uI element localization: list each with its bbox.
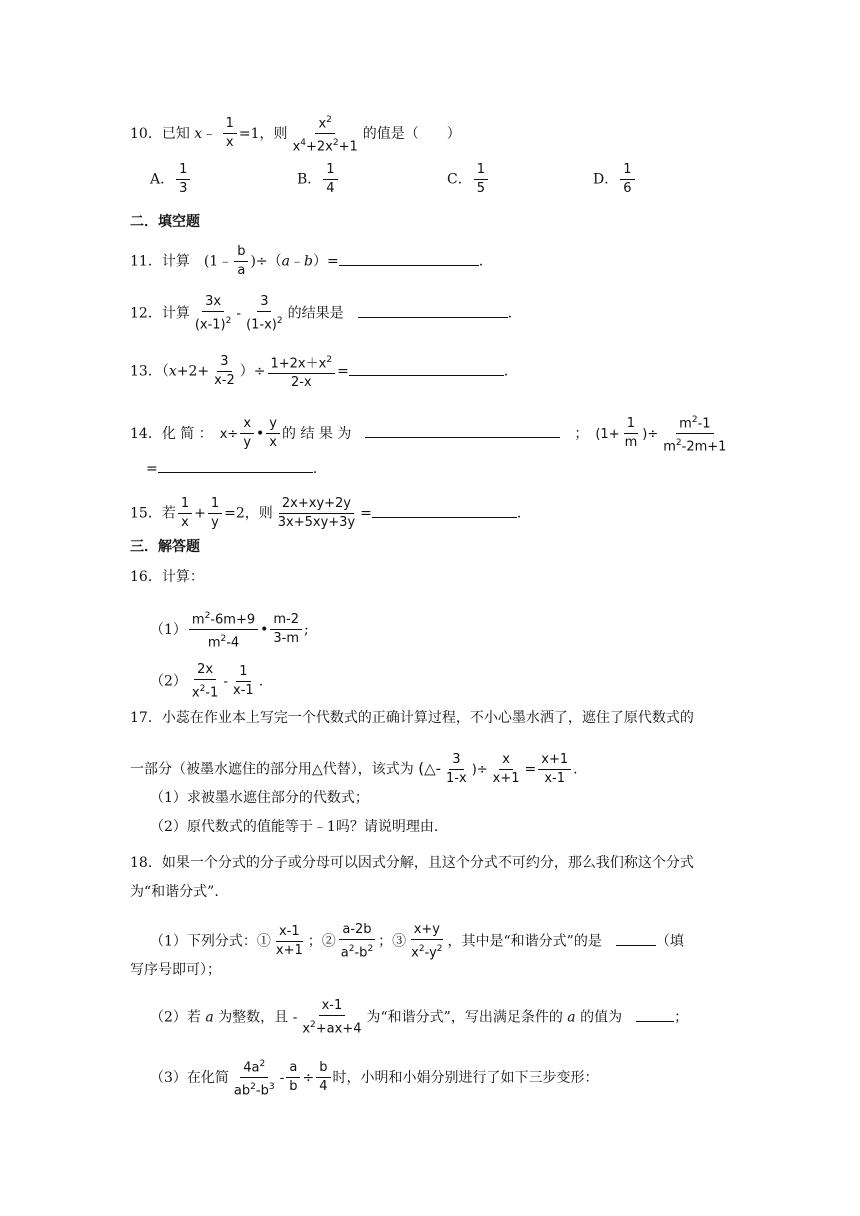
- term: x: [302, 1021, 311, 1037]
- denominator: [231, 1078, 278, 1099]
- text: =1，则: [238, 125, 288, 142]
- denominator: [205, 630, 242, 651]
- fraction: [622, 416, 641, 451]
- numerator: [268, 352, 336, 374]
- answer-blank: [358, 303, 508, 318]
- term: -1: [205, 685, 219, 701]
- math-var: a: [281, 253, 291, 270]
- fraction: [230, 664, 257, 699]
- denominator: x: [269, 435, 277, 451]
- question-14-cont: [146, 458, 317, 479]
- question-18-line-2: 为“和谐分式”.: [130, 884, 219, 900]
- question-number: 17．: [130, 710, 162, 726]
- term: m: [207, 635, 221, 651]
- term: x: [191, 685, 200, 701]
- fraction: [189, 608, 258, 652]
- operator: •: [260, 621, 269, 638]
- term: +1: [338, 139, 358, 155]
- numerator: x-1: [276, 924, 303, 942]
- text: ）÷: [239, 363, 266, 380]
- fraction: [176, 162, 190, 197]
- math-var: a: [567, 1009, 576, 1026]
- exponent: 2: [326, 355, 333, 365]
- option-label: A．: [150, 171, 175, 188]
- exponent: 2: [204, 611, 211, 621]
- question-15: [130, 496, 521, 531]
- denominator: 3-m: [273, 631, 300, 647]
- term: -4: [226, 635, 240, 651]
- numerator: 3: [257, 294, 271, 312]
- numerator: 3x: [202, 294, 224, 312]
- text: ；: [574, 425, 582, 442]
- term: x: [325, 139, 333, 155]
- answer-blank: [158, 458, 313, 473]
- text: =: [337, 363, 349, 380]
- numerator: [315, 112, 334, 134]
- section-heading-solve: 三．解答题: [130, 539, 200, 555]
- fraction: [323, 162, 337, 197]
- operator: -: [236, 306, 242, 322]
- option-b: [297, 162, 340, 197]
- text: ，其中是“和谐分式”的是: [447, 933, 602, 950]
- numerator: y: [266, 416, 280, 434]
- fraction: [234, 244, 248, 279]
- denominator: [290, 134, 361, 155]
- text: ）=: [313, 253, 339, 270]
- denominator: x-1: [233, 683, 254, 699]
- math-var: x: [194, 125, 203, 142]
- question-number: 18．: [130, 855, 162, 871]
- option-label: D．: [593, 171, 619, 188]
- answer-blank: [365, 423, 560, 438]
- question-18-line-1: [130, 853, 694, 873]
- question-17-sub-2: （2）原代数式的值能等于﹣1吗？请说明理由.: [150, 819, 439, 835]
- option-label: B．: [297, 171, 322, 188]
- question-17-line-2: [130, 752, 578, 787]
- exponent: 2: [310, 1020, 316, 1030]
- part-label: （1）: [150, 621, 187, 638]
- fraction: [338, 922, 376, 961]
- term: (1-x): [246, 317, 277, 333]
- question-number: 16．: [130, 569, 162, 585]
- term: 4a: [243, 1060, 260, 1076]
- question-14: [130, 412, 731, 456]
- section-heading-fill-in: 二．填空题: [130, 214, 200, 230]
- fraction: [286, 1060, 300, 1095]
- exponent: 2: [418, 944, 425, 954]
- text: 计算 (1﹣: [161, 253, 233, 270]
- exponent: 2: [675, 438, 682, 449]
- question-number: 12．: [130, 305, 162, 322]
- text: .: [312, 461, 318, 477]
- denominator: [299, 1016, 364, 1037]
- numerator: x+1: [538, 752, 571, 770]
- text: +2+: [176, 363, 210, 380]
- answer-blank: [339, 251, 479, 266]
- text: 一部分（被墨水遮住的部分用△代替），该式为: [130, 761, 414, 778]
- answer-blank: [636, 1007, 674, 1022]
- question-13: [130, 352, 508, 391]
- fraction: [266, 416, 280, 451]
- fraction: [268, 352, 336, 391]
- operator: -: [292, 1010, 298, 1026]
- denominator: y: [211, 515, 219, 530]
- option-a: [150, 162, 192, 197]
- term: x: [411, 945, 419, 961]
- exponent: 2: [276, 316, 283, 326]
- term: -y: [424, 945, 437, 961]
- term: -2m+1: [681, 439, 727, 455]
- answer-blank: [616, 931, 656, 946]
- numerator: 2x: [194, 662, 216, 680]
- denominator: 4: [319, 1079, 328, 1095]
- text: .: [507, 305, 513, 322]
- option-c: [447, 162, 490, 197]
- fraction: [192, 294, 235, 333]
- text: 计算：: [161, 569, 204, 585]
- numerator: 2x+xy+2y: [279, 496, 354, 514]
- operator: ÷: [302, 1069, 315, 1086]
- denominator: x-1: [544, 771, 565, 786]
- text: ；: [307, 933, 322, 950]
- term: )÷: [642, 426, 659, 442]
- fraction: [273, 924, 306, 959]
- fraction: [211, 354, 238, 389]
- question-number: 14．: [130, 425, 162, 442]
- text: （1）下列分式：: [150, 933, 257, 950]
- text: 计算: [161, 305, 190, 322]
- numerator: 3: [449, 752, 463, 770]
- numerator: x: [499, 752, 513, 770]
- fraction: [231, 1056, 278, 1100]
- numerator: 1: [620, 162, 634, 180]
- fraction: [408, 922, 445, 961]
- term: +2: [306, 139, 326, 155]
- numerator: m-2: [270, 612, 302, 630]
- numerator: 1: [176, 162, 190, 180]
- fraction: [660, 412, 729, 456]
- numerator: [676, 412, 713, 434]
- question-number: 15．: [130, 505, 162, 522]
- answer-blank: [372, 503, 517, 518]
- question-18-sub-3: [150, 1056, 599, 1100]
- text: 若: [161, 505, 176, 522]
- operator: -: [279, 1070, 285, 1086]
- exponent: 2: [332, 138, 339, 149]
- text: 的值为: [580, 1009, 623, 1026]
- term: x÷: [219, 426, 239, 442]
- text: ;: [304, 621, 309, 638]
- denominator: [660, 434, 729, 455]
- exponent: 2: [259, 1059, 266, 1069]
- exponent: 2: [220, 634, 227, 645]
- fraction: [243, 294, 286, 333]
- question-10: [130, 112, 461, 156]
- question-17-sub-1: （1）求被墨水遮住部分的代数式；: [150, 790, 369, 806]
- question-16-part-1: [150, 608, 309, 652]
- question-12: [130, 294, 512, 333]
- term: 1+2x＋x: [270, 356, 327, 372]
- term: (△-: [418, 759, 442, 778]
- denominator: [408, 940, 445, 961]
- fraction: [620, 162, 634, 197]
- text: .: [516, 505, 522, 522]
- text: .: [258, 673, 264, 690]
- math-var: b: [304, 253, 313, 270]
- numerator: 1: [223, 116, 237, 134]
- exponent: 2: [199, 684, 206, 694]
- term: x: [318, 116, 327, 132]
- text: 小蕊在作业本上写完一个代数式的正确计算过程，不小心墨水洒了，遮住了原代数式的: [161, 710, 694, 726]
- numerator: b: [316, 1060, 330, 1078]
- text: 的值是（ ）: [362, 125, 461, 142]
- denominator: 1-x: [446, 771, 467, 786]
- term: (1+: [595, 426, 620, 442]
- term: m: [679, 416, 692, 432]
- term: m: [191, 612, 205, 628]
- operator: =: [524, 761, 537, 778]
- term: -6m+9: [210, 612, 256, 628]
- exponent: 2: [367, 944, 374, 954]
- numerator: x-1: [319, 998, 346, 1016]
- numerator: x+y: [411, 922, 443, 940]
- denominator: x: [181, 515, 189, 530]
- numerator: 1: [323, 162, 337, 180]
- text: （2）若: [150, 1009, 201, 1026]
- text: ﹣: [202, 125, 217, 142]
- text: （填: [655, 933, 684, 950]
- exponent: 2: [225, 316, 232, 326]
- text: )÷（: [250, 253, 282, 270]
- exponent: 2: [348, 944, 355, 954]
- fraction: [270, 612, 302, 647]
- text: ﹣: [290, 253, 305, 270]
- term: +ax+4: [315, 1021, 362, 1037]
- text: 已知: [161, 125, 190, 142]
- exponent: 3: [268, 1082, 275, 1093]
- denominator: [243, 312, 286, 333]
- exponent: 2: [436, 944, 443, 954]
- exponent: 2: [691, 415, 698, 425]
- denominator: 3: [179, 181, 188, 196]
- question-16-part-2: [150, 662, 263, 701]
- question-18-sub-2: [150, 998, 688, 1037]
- term: x: [292, 139, 301, 155]
- denominator: 3x+5xy+3y: [277, 515, 356, 530]
- denominator: x-2: [214, 373, 235, 389]
- term: a: [340, 945, 349, 961]
- answer-blank: [349, 361, 504, 376]
- part-label: （2）: [150, 673, 187, 690]
- exponent: 2: [250, 1082, 256, 1093]
- fraction: [316, 1060, 330, 1095]
- term: -1: [697, 416, 711, 432]
- denominator: 2-x: [290, 375, 312, 391]
- text: 的 结 果 为: [282, 425, 352, 442]
- denominator: x+1: [492, 771, 520, 786]
- numerator: 1: [178, 496, 192, 514]
- numerator: 1: [236, 664, 250, 682]
- term: -b: [255, 1083, 269, 1099]
- text: 如果一个分式的分子或分母可以因式分解，且这个分式不可约分，那么我们称这个分式: [161, 855, 694, 871]
- question-number: 10．: [130, 125, 162, 142]
- fraction: [275, 496, 358, 531]
- text: .: [573, 761, 578, 778]
- numerator: 3: [217, 354, 231, 372]
- denominator: a: [237, 263, 246, 278]
- denominator: 5: [476, 181, 485, 196]
- fraction: [474, 162, 488, 197]
- fraction: [223, 116, 237, 151]
- numerator: a: [286, 1060, 300, 1078]
- numerator: [189, 608, 258, 630]
- fraction: [189, 662, 221, 701]
- text: 化 简 ：: [161, 425, 206, 442]
- numerator: [240, 1056, 268, 1078]
- math-var: a: [205, 1009, 214, 1026]
- question-17-line-1: [130, 708, 694, 728]
- fraction: [290, 112, 361, 156]
- term: )÷: [471, 762, 488, 778]
- exponent: 4: [300, 138, 306, 149]
- denominator: m: [624, 435, 638, 451]
- text: =: [146, 461, 158, 477]
- exponent: 2: [326, 115, 332, 125]
- denominator: x: [225, 135, 234, 151]
- term: (x-1): [194, 317, 226, 333]
- circled-number: ②: [321, 933, 336, 950]
- question-16: [130, 567, 204, 587]
- question-18-sub-1-cont: 写序号即可）；: [130, 962, 221, 978]
- numerator: 1: [474, 162, 488, 180]
- denominator: 4: [326, 181, 335, 196]
- text: =2，则: [224, 505, 273, 522]
- question-number: 11．: [130, 253, 162, 270]
- text: 时，小明和小娟分别进行了如下三步变形：: [332, 1069, 599, 1086]
- question-number: 13．: [130, 363, 162, 380]
- fraction: [299, 998, 364, 1037]
- question-18-sub-1: [150, 922, 684, 961]
- text: ；: [674, 1009, 689, 1026]
- fraction: [490, 752, 523, 787]
- denominator: [338, 940, 376, 961]
- text: （3）在化简: [150, 1069, 229, 1086]
- operator: +: [194, 505, 206, 522]
- fraction: [443, 752, 470, 787]
- text: （: [161, 363, 169, 380]
- term: m: [663, 439, 676, 455]
- text: 为“和谐分式”，写出满足条件的: [366, 1009, 563, 1026]
- operator: •: [256, 425, 265, 442]
- numerator: 1: [624, 416, 638, 434]
- text: .: [503, 363, 509, 380]
- numerator: 1: [208, 496, 222, 514]
- denominator: [192, 312, 235, 333]
- denominator: b: [289, 1079, 298, 1095]
- text: .: [478, 253, 484, 270]
- text: 的结果是: [287, 305, 344, 322]
- numerator: a-2b: [339, 922, 374, 940]
- numerator: b: [234, 244, 248, 262]
- option-label: C．: [447, 171, 472, 188]
- text: =: [360, 505, 372, 522]
- denominator: 6: [623, 181, 632, 196]
- option-d: [593, 162, 637, 197]
- denominator: y: [243, 435, 252, 451]
- term: -b: [354, 945, 368, 961]
- denominator: x+1: [275, 943, 303, 959]
- circled-number: ③: [392, 933, 407, 950]
- denominator: [189, 680, 221, 701]
- text: 为整数，且: [218, 1009, 289, 1026]
- operator: -: [223, 674, 229, 690]
- fraction: [178, 496, 192, 531]
- text: ；: [378, 933, 393, 950]
- circled-number: ①: [256, 933, 271, 950]
- fraction: [208, 496, 222, 531]
- fraction: [538, 752, 571, 787]
- numerator: x: [240, 416, 254, 434]
- math-var: x: [168, 363, 177, 380]
- question-11: [130, 244, 483, 279]
- fraction: [240, 416, 254, 451]
- term: ab: [233, 1083, 251, 1099]
